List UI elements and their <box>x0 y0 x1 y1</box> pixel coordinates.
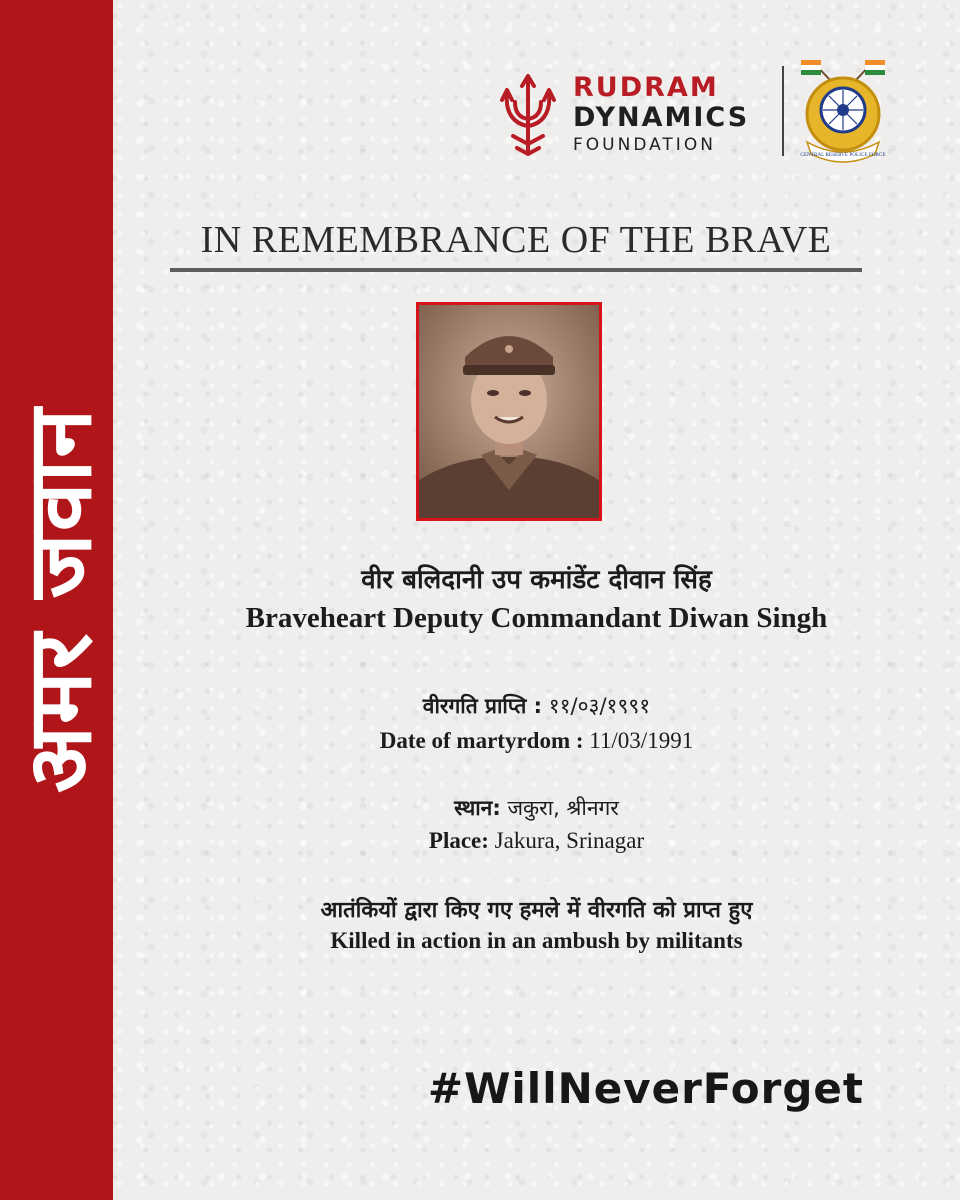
martyrdom-label-hindi: वीरगति प्राप्ति : <box>422 694 543 718</box>
side-banner <box>0 0 113 1200</box>
org-name-line1: RUDRAM <box>573 72 719 103</box>
name-hindi: वीर बलिदानी उप कमांडेंट दीवान सिंह <box>361 565 712 595</box>
place-value-hindi: जकुरा, श्रीनगर <box>507 796 619 820</box>
place-hindi <box>113 794 960 822</box>
trident-logo-icon <box>495 72 561 158</box>
logo-header <box>495 64 915 164</box>
place-value-english: Jakura, Srinagar <box>494 828 645 853</box>
portrait-photo <box>416 302 602 521</box>
org-name-line3: FOUNDATION <box>573 135 716 155</box>
martyrdom-value-hindi: ११/०३/१९९१ <box>548 694 651 718</box>
logo-divider <box>782 66 784 156</box>
crpf-emblem-icon <box>785 56 901 168</box>
martyrdom-date-hindi <box>113 692 960 720</box>
place-english <box>113 828 960 854</box>
description-hindi: आतंकियों द्वारा किए गए हमले में वीरगति को प्राप्त हुए <box>320 898 753 923</box>
emblem-text: CENTRAL RESERVE POLICE FORCE <box>800 152 886 158</box>
name-english: Braveheart Deputy Commandant Diwan Singh <box>245 602 828 634</box>
martyrdom-date-english <box>113 728 960 754</box>
page-title: IN REMEMBRANCE OF THE BRAVE <box>200 219 832 261</box>
title-underline <box>170 268 862 272</box>
org-name-line2: DYNAMICS <box>573 102 750 133</box>
martyrdom-label-english: Date of martyrdom : <box>379 728 584 753</box>
place-label-english: Place: <box>428 828 489 853</box>
place-label-hindi: स्थान: <box>454 796 501 820</box>
portrait-illustration <box>419 305 599 518</box>
org-name <box>573 74 749 154</box>
description-english: Killed in action in an ambush by militants <box>330 928 743 953</box>
hashtag: #WillNeverForget <box>427 1064 864 1113</box>
side-banner-text: अमर जवान <box>8 406 111 794</box>
martyrdom-value-english: 11/03/1991 <box>589 728 694 753</box>
